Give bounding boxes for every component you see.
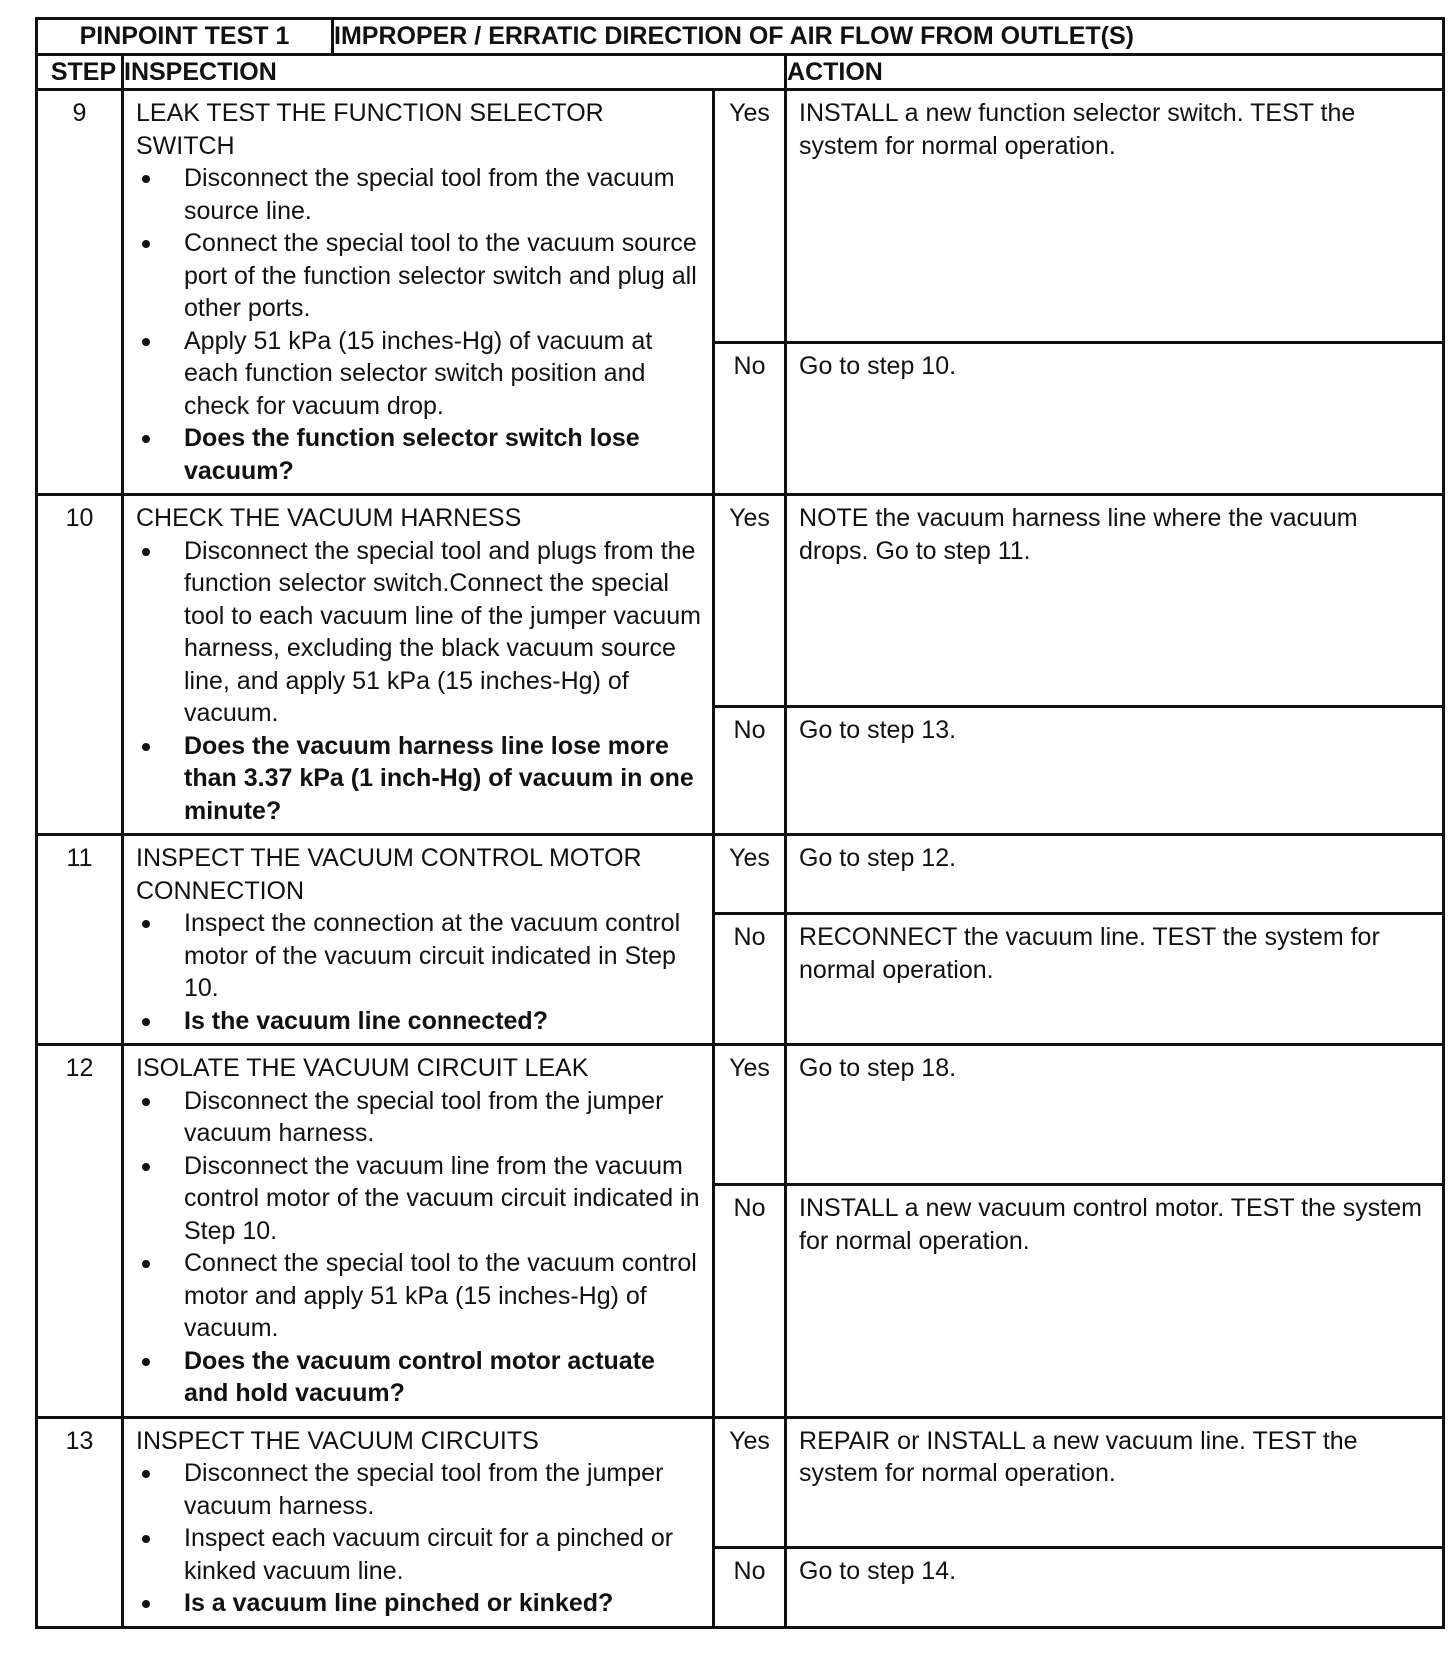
inspection-title: LEAK TEST THE FUNCTION SELECTOR SWITCH [136,99,604,160]
inspection-bullets [136,162,704,487]
step-row [37,835,1444,914]
step-number: 13 [37,1417,123,1627]
inspection-question: Is the vacuum line connected? [136,1005,704,1038]
no-action: RECONNECT the vacuum line. TEST the system for normal operation. [786,914,1444,1045]
yes-action: NOTE the vacuum harness line where the vacuum drops. Go to step 11. [786,495,1444,707]
inspection-bullet: Disconnect the special tool from the jumper vacuum harness. [136,1085,704,1150]
yes-label: Yes [714,1417,786,1548]
no-action: INSTALL a new vacuum control motor. TEST the system for normal operation. [786,1185,1444,1417]
inspection-bullet: Disconnect the special tool from the vacuum source line. [136,162,704,227]
yes-action: Go to step 18. [786,1045,1444,1185]
step-number: 12 [37,1045,123,1418]
test-header-row [37,19,1444,55]
inspection-bullet: Apply 51 kPa (15 inches-Hg) of vacuum at each function selector switch position and check for vacuum drop. [136,325,704,423]
step-number: 10 [37,495,123,835]
no-label: No [714,914,786,1045]
no-label: No [714,1185,786,1417]
inspection-bullet: Inspect each vacuum circuit for a pinched or kinked vacuum line. [136,1522,704,1587]
inspection-title: ISOLATE THE VACUUM CIRCUIT LEAK [136,1054,589,1082]
inspection-title: INSPECT THE VACUUM CONTROL MOTOR CONNECTION [136,844,642,905]
inspection-bullets [136,907,704,1037]
no-label: No [714,707,786,835]
test-title: IMPROPER / ERRATIC DIRECTION OF AIR FLOW FROM OUTLET(S) [333,19,1444,55]
inspection-cell [123,1045,714,1418]
yes-action: INSTALL a new function selector switch. TEST the system for normal operation. [786,90,1444,343]
yes-label: Yes [714,90,786,343]
inspection-bullet: Disconnect the vacuum line from the vacuum control motor of the vacuum circuit indicated in Step 10. [136,1150,704,1248]
yes-action: Go to step 12. [786,835,1444,914]
inspection-question: Does the vacuum harness line lose more than 3.37 kPa (1 inch-Hg) of vacuum in one minute? [136,730,704,828]
step-row [37,90,1444,343]
inspection-column-header: INSPECTION [123,54,786,90]
inspection-question: Does the vacuum control motor actuate and hold vacuum? [136,1345,704,1410]
inspection-bullets [136,535,704,828]
inspection-bullet: Connect the special tool to the vacuum control motor and apply 51 kPa (15 inches-Hg) of vacuum. [136,1247,704,1345]
action-column-header: ACTION [786,54,1444,90]
inspection-bullets [136,1457,704,1620]
no-label: No [714,1548,786,1627]
pinpoint-test-sheet [35,17,1442,1629]
inspection-bullet: Inspect the connection at the vacuum control motor of the vacuum circuit indicated in Step 10. [136,907,704,1005]
step-row [37,495,1444,707]
no-action: Go to step 13. [786,707,1444,835]
step-row [37,1045,1444,1185]
yes-action: REPAIR or INSTALL a new vacuum line. TEST the system for normal operation. [786,1417,1444,1548]
no-action: Go to step 10. [786,342,1444,494]
inspection-bullets [136,1085,704,1410]
inspection-cell [123,835,714,1045]
test-label: PINPOINT TEST 1 [37,19,333,55]
step-row [37,1417,1444,1548]
step-number: 11 [37,835,123,1045]
column-header-row [37,54,1444,90]
yes-label: Yes [714,835,786,914]
inspection-title: INSPECT THE VACUUM CIRCUITS [136,1426,539,1455]
inspection-cell [123,90,714,495]
inspection-question: Is a vacuum line pinched or kinked? [136,1587,704,1620]
inspection-bullet: Disconnect the special tool from the jumper vacuum harness. [136,1457,704,1522]
no-action: Go to step 14. [786,1548,1444,1627]
inspection-cell [123,1417,714,1627]
inspection-bullet: Disconnect the special tool and plugs from the function selector switch.Connect the special tool to each vacuum line of the jumper vacuum harness, excluding the black vacuum source line, and apply 51 kPa (15 inches-Hg) of vacuum. [136,535,704,730]
inspection-question: Does the function selector switch lose vacuum? [136,422,704,487]
yes-label: Yes [714,495,786,707]
step-column-header: STEP [37,54,123,90]
no-label: No [714,342,786,494]
inspection-bullet: Connect the special tool to the vacuum source port of the function selector switch and plug all other ports. [136,227,704,325]
inspection-title: CHECK THE VACUUM HARNESS [136,504,522,532]
step-number: 9 [37,90,123,495]
yes-label: Yes [714,1045,786,1185]
pinpoint-test-table [35,17,1445,1629]
inspection-cell [123,495,714,835]
